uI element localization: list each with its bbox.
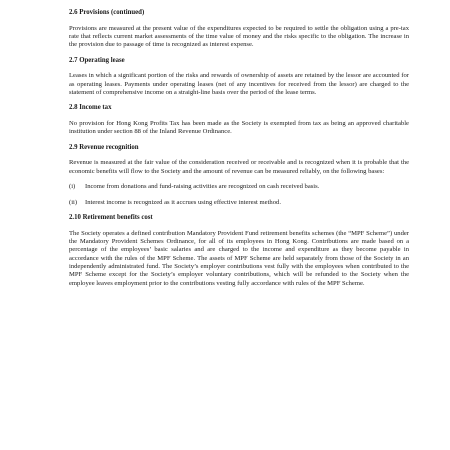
section-retirement-benefits [69, 214, 409, 288]
section-paragraph: Leases in which a significant portion of the risks and rewards of ownership of assets are retained by the lessor are accounted for as operating leases. Payments under operating leases (net of any incentives for received from the lessor) are charged to the statement of comprehensive income on a straight-line basis over the period of the lease terms. [69, 72, 409, 96]
section-heading: 2.10 Retirement benefits cost [69, 214, 153, 222]
list-item [69, 183, 409, 191]
section-provisions [69, 9, 409, 49]
section-income-tax [69, 104, 409, 136]
section-paragraph: No provision for Hong Kong Profits Tax has been made as the Society is exempted from tax as being an approved charitable institution under section 88 of the Inland Revenue Ordinance. [69, 119, 409, 136]
section-heading: 2.9 Revenue recognition [69, 143, 139, 151]
revenue-bases-list [69, 183, 409, 207]
section-paragraph: Revenue is measured at the fair value of the consideration received or receivable and is recognized when it is probable that the economic benefits will flow to the Society and the amount of revenue can be measured reliably, on the following bases: [69, 159, 409, 175]
section-heading: 2.7 Operating lease [69, 56, 125, 64]
list-item-text: Income from donations and fund-raising activities are recognized on cash received basis. [85, 182, 320, 190]
list-item [69, 199, 409, 207]
list-item-number: (ii) [69, 198, 78, 206]
section-operating-lease [69, 57, 409, 97]
section-revenue-recognition [69, 144, 409, 207]
list-item-text: Interest income is recognized as it accrues using effective interest method. [85, 198, 281, 206]
section-heading: 2.6 Provisions (continued) [69, 9, 145, 16]
section-heading: 2.8 Income tax [69, 104, 112, 112]
section-paragraph: The Society operates a defined contribution Mandatory Provident Fund retirement benefits schemes (the “MPF Scheme”) under the Mandatory Provident Schemes Ordinance, for all of its employees in Hong Kong. Contributions are made based on a percentage of the employees’ basic salaries and are charged to the income and expenditure as they become payable in accordance with the rules of the MPF Scheme. The assets of MPF Scheme are held separately from those of the Society in an independently administrated fund. The Society’s employer contributions vest fully with the employees when contributed to the MPF Scheme except for the Society’s employer voluntary contributions, which will be refunded to the Society when the employee leaves employment prior to the contributions vesting fully accordance with rules of the MPF Scheme. [69, 229, 409, 287]
document-body [69, 9, 409, 295]
list-item-number: (i) [69, 182, 76, 190]
section-paragraph: Provisions are measured at the present value of the expenditures expected to be required to settle the obligation using a pre-tax rate that reflects current market assessments of the time value of money and the risks specific to the obligation. The increase in the provision due to passage of time is recognized as interest expense. [69, 24, 409, 49]
